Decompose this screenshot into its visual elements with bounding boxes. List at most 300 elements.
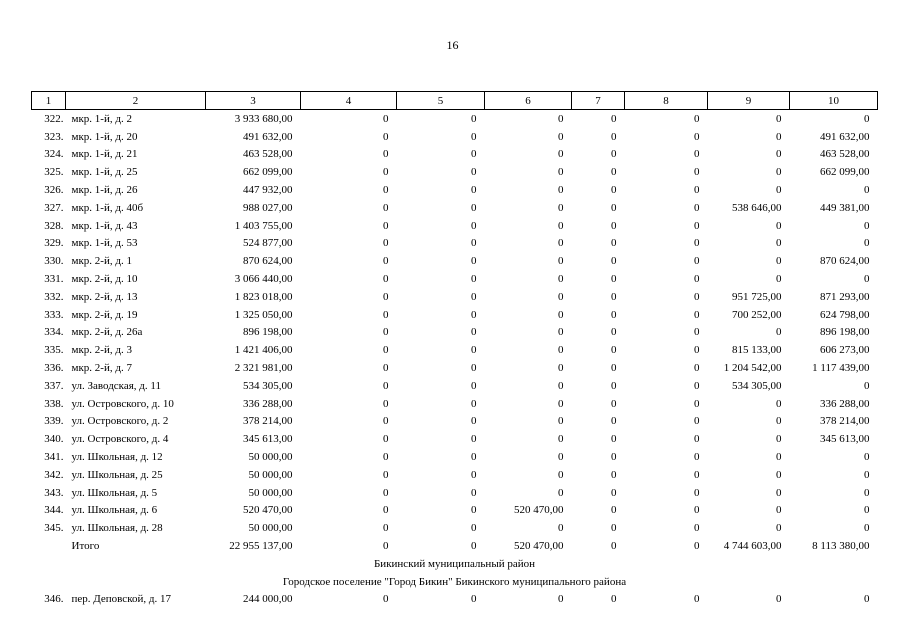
row-cell: 870 624,00 [820,255,870,268]
row-cell: 0 [383,486,389,499]
row-index: 328. [44,219,64,232]
row-cell: 0 [558,290,564,303]
total-cell [32,537,66,555]
row-cell: 0 [471,344,477,357]
column-header: 5 [397,92,485,110]
page-number: 16 [446,38,459,52]
row-cell: 0 [694,522,700,535]
row-cell: 1 117 439,00 [812,362,870,375]
row-address: ул. Школьная, д. 5 [71,486,158,499]
row-cell: 0 [776,522,782,535]
row-cell: 0 [383,201,389,214]
row-cell: 0 [694,468,700,481]
table-row [32,466,878,484]
row-index: 323. [44,130,64,143]
table-row [32,270,878,288]
row-cell: 0 [558,362,564,375]
table-row [32,163,878,181]
total-cell: 0 [383,540,389,553]
row-cell: 0 [611,166,617,179]
row-cell: 0 [776,504,782,517]
row-cell: 1 325 050,00 [234,308,293,321]
row-cell: 3 933 680,00 [234,112,293,125]
row-cell: 0 [558,433,564,446]
row-cell: 0 [383,184,389,197]
row-cell: 0 [471,397,477,410]
row-cell: 0 [471,130,477,143]
row-cell: 0 [611,290,617,303]
row-address: мкр. 1-й, д. 25 [71,166,138,179]
row-cell: 0 [383,397,389,410]
row-cell: 0 [694,326,700,339]
row-cell: 0 [558,273,564,286]
total-cell: 22 955 137,00 [229,540,293,553]
row-cell: 0 [694,255,700,268]
row-cell: 0 [776,486,782,499]
row-index: 336. [44,362,64,375]
row-cell: 0 [611,379,617,392]
column-header: 10 [790,92,878,110]
row-cell: 0 [471,273,477,286]
row-cell: 0 [694,112,700,125]
row-cell: 0 [864,237,870,250]
row-index: 339. [44,415,64,428]
row-cell: 0 [558,522,564,535]
row-cell: 0 [864,379,870,392]
table-row [32,128,878,146]
row-address: мкр. 1-й, д. 53 [71,237,138,250]
column-header: 8 [625,92,708,110]
row-index: 345. [44,522,64,535]
total-cell: 8 113 380,00 [812,540,870,553]
column-header: 6 [485,92,572,110]
row-index: 342. [44,468,64,481]
section-district: Бикинский муниципальный район [373,557,536,570]
column-header: 4 [301,92,397,110]
row-cell: 447 932,00 [243,184,293,197]
row-cell: 0 [558,255,564,268]
row-address: ул. Островского, д. 4 [71,433,169,446]
row-cell: 662 099,00 [820,166,870,179]
row-cell: 0 [611,486,617,499]
row-cell: 0 [864,522,870,535]
row-cell: 0 [383,255,389,268]
row-cell: 0 [694,504,700,517]
row-cell: 0 [694,433,700,446]
row-cell: 0 [471,112,477,125]
row-address: мкр. 1-й, д. 40б [71,201,144,214]
row-cell: 345 613,00 [243,433,293,446]
row-cell: 0 [776,451,782,464]
row-cell: 0 [611,451,617,464]
row-cell: 0 [611,344,617,357]
row-cell: 0 [694,362,700,375]
column-header: 7 [572,92,625,110]
row-cell: 534 305,00 [732,379,782,392]
row-cell: 378 214,00 [820,415,870,428]
row-cell: 0 [611,237,617,250]
row-cell: 0 [611,273,617,286]
table-row [32,235,878,253]
row-cell: 0 [776,415,782,428]
table-row [32,395,878,413]
row-cell: 0 [558,219,564,232]
section-row [32,573,878,591]
row-cell: 0 [864,504,870,517]
row-cell: 896 198,00 [243,326,293,339]
table-row [32,288,878,306]
row-cell: 0 [383,522,389,535]
row-index: 326. [44,184,64,197]
row-cell: 0 [694,219,700,232]
row-cell: 0 [471,522,477,535]
row-cell: 0 [383,290,389,303]
row-cell: 0 [558,379,564,392]
row-index: 334. [44,326,64,339]
row-cell: 815 133,00 [732,344,782,357]
row-address: мкр. 1-й, д. 2 [71,112,132,125]
row-cell: 0 [776,593,782,606]
table-row [32,359,878,377]
row-cell: 491 632,00 [820,130,870,143]
row-cell: 0 [776,184,782,197]
row-cell: 0 [611,522,617,535]
row-cell: 0 [383,362,389,375]
total-cell: 4 744 603,00 [723,540,782,553]
row-address: ул. Островского, д. 10 [71,397,174,410]
row-cell: 0 [383,326,389,339]
table-row [32,181,878,199]
row-cell: 0 [776,468,782,481]
row-cell: 0 [383,451,389,464]
row-cell: 520 470,00 [243,504,293,517]
row-cell: 0 [471,451,477,464]
row-cell: 0 [471,237,477,250]
row-cell: 0 [383,237,389,250]
row-cell: 0 [776,219,782,232]
row-cell: 0 [694,237,700,250]
row-cell: 0 [471,504,477,517]
row-cell: 0 [776,112,782,125]
data-table [31,91,878,608]
table-row [32,252,878,270]
row-cell: 606 273,00 [820,344,870,357]
row-cell: 0 [383,344,389,357]
row-cell: 0 [383,148,389,161]
row-index: 341. [44,451,64,464]
row-cell: 0 [471,593,477,606]
row-cell: 896 198,00 [820,326,870,339]
row-cell: 0 [694,166,700,179]
row-cell: 0 [471,468,477,481]
row-cell: 0 [694,379,700,392]
section-row [32,555,878,573]
row-cell: 0 [383,379,389,392]
row-cell: 491 632,00 [243,130,293,143]
row-cell: 0 [558,397,564,410]
row-cell: 336 288,00 [243,397,293,410]
table-row [32,306,878,324]
row-cell: 1 823 018,00 [234,290,293,303]
row-address: ул. Школьная, д. 12 [71,451,163,464]
row-cell: 0 [383,593,389,606]
row-address: мкр. 1-й, д. 43 [71,219,138,232]
row-cell: 0 [694,290,700,303]
row-cell: 0 [694,451,700,464]
row-cell: 0 [611,184,617,197]
row-index: 333. [44,308,64,321]
row-index: 346. [44,593,64,606]
row-cell: 520 470,00 [514,504,564,517]
row-cell: 0 [471,201,477,214]
row-cell: 0 [471,486,477,499]
row-cell: 0 [864,219,870,232]
row-address: мкр. 2-й, д. 26а [71,326,143,339]
row-cell: 2 321 981,00 [234,362,293,375]
row-index: 329. [44,237,64,250]
row-index: 325. [44,166,64,179]
row-cell: 0 [611,468,617,481]
row-cell: 870 624,00 [243,255,293,268]
row-cell: 0 [558,593,564,606]
row-cell: 0 [558,451,564,464]
row-address: ул. Школьная, д. 28 [71,522,163,535]
column-header: 9 [708,92,790,110]
row-cell: 0 [558,148,564,161]
row-cell: 524 877,00 [243,237,293,250]
row-cell: 1 204 542,00 [723,362,782,375]
row-cell: 0 [471,308,477,321]
row-cell: 0 [611,415,617,428]
row-index: 324. [44,148,64,161]
column-header: 1 [32,92,66,110]
row-cell: 0 [694,308,700,321]
row-cell: 0 [776,397,782,410]
table-row [32,430,878,448]
table-row [32,448,878,466]
row-cell: 0 [776,326,782,339]
row-index: 338. [44,397,64,410]
row-address: мкр. 1-й, д. 26 [71,184,138,197]
table-row [32,217,878,235]
row-cell: 0 [776,166,782,179]
row-cell: 378 214,00 [243,415,293,428]
row-cell: 0 [558,112,564,125]
row-cell: 0 [558,326,564,339]
table-row [32,324,878,342]
row-cell: 0 [558,308,564,321]
row-cell: 0 [694,148,700,161]
row-cell: 0 [694,344,700,357]
table-row [32,484,878,502]
row-address: мкр. 2-й, д. 3 [71,344,132,357]
row-address: мкр. 2-й, д. 19 [71,308,138,321]
row-cell: 0 [864,184,870,197]
row-cell: 0 [776,273,782,286]
row-cell: 534 305,00 [243,379,293,392]
row-cell: 0 [694,201,700,214]
total-cell: 0 [471,540,477,553]
row-cell: 0 [558,166,564,179]
row-cell: 0 [611,593,617,606]
row-cell: 0 [864,451,870,464]
row-cell: 0 [864,468,870,481]
row-index: 335. [44,344,64,357]
row-cell: 871 293,00 [820,290,870,303]
row-cell: 0 [611,130,617,143]
row-address: ул. Школьная, д. 6 [71,504,158,517]
row-index: 337. [44,379,64,392]
row-address: ул. Заводская, д. 11 [71,379,161,392]
row-cell: 0 [694,273,700,286]
row-cell: 0 [383,273,389,286]
row-address: мкр. 2-й, д. 7 [71,362,132,375]
total-row [32,537,878,555]
row-cell: 0 [471,433,477,446]
table-row [32,110,878,128]
row-cell: 0 [611,308,617,321]
row-cell: 0 [864,486,870,499]
row-cell: 0 [776,130,782,143]
row-cell: 0 [383,166,389,179]
row-cell: 0 [611,255,617,268]
row-cell: 0 [471,148,477,161]
row-cell: 988 027,00 [243,201,293,214]
row-cell: 0 [471,326,477,339]
row-cell: 0 [558,130,564,143]
row-cell: 0 [383,433,389,446]
row-address: мкр. 1-й, д. 21 [71,148,138,161]
table-row [32,146,878,164]
row-index: 340. [44,433,64,446]
row-cell: 1 403 755,00 [234,219,293,232]
row-cell: 0 [611,397,617,410]
table-row [32,341,878,359]
row-index: 344. [44,504,64,517]
row-cell: 463 528,00 [820,148,870,161]
section-settlement: Городское поселение "Город Бикин" Бикинского муниципального района [282,575,627,588]
row-index: 322. [44,112,64,125]
row-cell: 244 000,00 [243,593,293,606]
row-index: 332. [44,290,64,303]
row-cell: 1 421 406,00 [234,344,293,357]
row-cell: 0 [776,148,782,161]
row-address: ул. Школьная, д. 25 [71,468,163,481]
row-cell: 0 [471,184,477,197]
row-cell: 0 [694,486,700,499]
row-cell: 662 099,00 [243,166,293,179]
row-cell: 0 [694,415,700,428]
header-row [32,92,878,110]
row-cell: 0 [694,593,700,606]
row-cell: 0 [611,362,617,375]
row-cell: 0 [558,486,564,499]
row-cell: 0 [471,362,477,375]
row-cell: 951 725,00 [732,290,782,303]
row-cell: 0 [471,255,477,268]
row-cell: 0 [776,255,782,268]
row-cell: 0 [558,237,564,250]
row-cell: 50 000,00 [248,468,293,481]
row-cell: 0 [471,415,477,428]
row-cell: 50 000,00 [248,522,293,535]
row-address: мкр. 1-й, д. 20 [71,130,138,143]
row-cell: 336 288,00 [820,397,870,410]
table-row [32,199,878,217]
row-cell: 0 [383,504,389,517]
row-cell: 0 [776,237,782,250]
row-cell: 0 [558,468,564,481]
total-label: Итого [71,540,100,553]
row-cell: 0 [694,184,700,197]
row-cell: 0 [383,112,389,125]
row-cell: 0 [558,344,564,357]
row-cell: 0 [694,397,700,410]
table-row [32,502,878,520]
row-cell: 0 [611,326,617,339]
row-cell: 0 [694,130,700,143]
row-cell: 0 [383,130,389,143]
row-cell: 0 [864,112,870,125]
row-cell: 50 000,00 [248,486,293,499]
row-cell: 0 [864,273,870,286]
row-index: 330. [44,255,64,268]
row-cell: 0 [558,201,564,214]
row-cell: 538 646,00 [732,201,782,214]
row-index: 327. [44,201,64,214]
table-row [32,377,878,395]
row-cell: 0 [776,433,782,446]
row-cell: 0 [383,415,389,428]
row-cell: 449 381,00 [820,201,870,214]
row-cell: 3 066 440,00 [234,273,293,286]
column-header: 3 [206,92,301,110]
row-address: пер. Деповской, д. 17 [71,593,171,606]
row-cell: 0 [383,308,389,321]
row-index: 331. [44,273,64,286]
row-cell: 0 [471,166,477,179]
total-cell: 0 [611,540,617,553]
column-header: 2 [66,92,206,110]
row-cell: 0 [383,219,389,232]
row-cell: 0 [471,219,477,232]
row-cell: 0 [471,379,477,392]
table-row [32,591,878,609]
total-cell: 0 [694,540,700,553]
table-row [32,519,878,537]
row-cell: 0 [611,504,617,517]
row-cell: 0 [558,184,564,197]
row-cell: 50 000,00 [248,451,293,464]
row-address: мкр. 2-й, д. 13 [71,290,138,303]
row-cell: 0 [864,593,870,606]
row-address: мкр. 2-й, д. 10 [71,273,138,286]
row-cell: 0 [611,219,617,232]
row-address: мкр. 2-й, д. 1 [71,255,132,268]
total-cell: 520 470,00 [514,540,564,553]
row-cell: 0 [383,468,389,481]
row-cell: 700 252,00 [732,308,782,321]
row-cell: 0 [611,148,617,161]
row-cell: 463 528,00 [243,148,293,161]
row-index: 343. [44,486,64,499]
row-cell: 0 [611,112,617,125]
row-cell: 0 [611,433,617,446]
row-cell: 0 [611,201,617,214]
table-row [32,413,878,431]
row-cell: 624 798,00 [820,308,870,321]
row-address: ул. Островского, д. 2 [71,415,169,428]
